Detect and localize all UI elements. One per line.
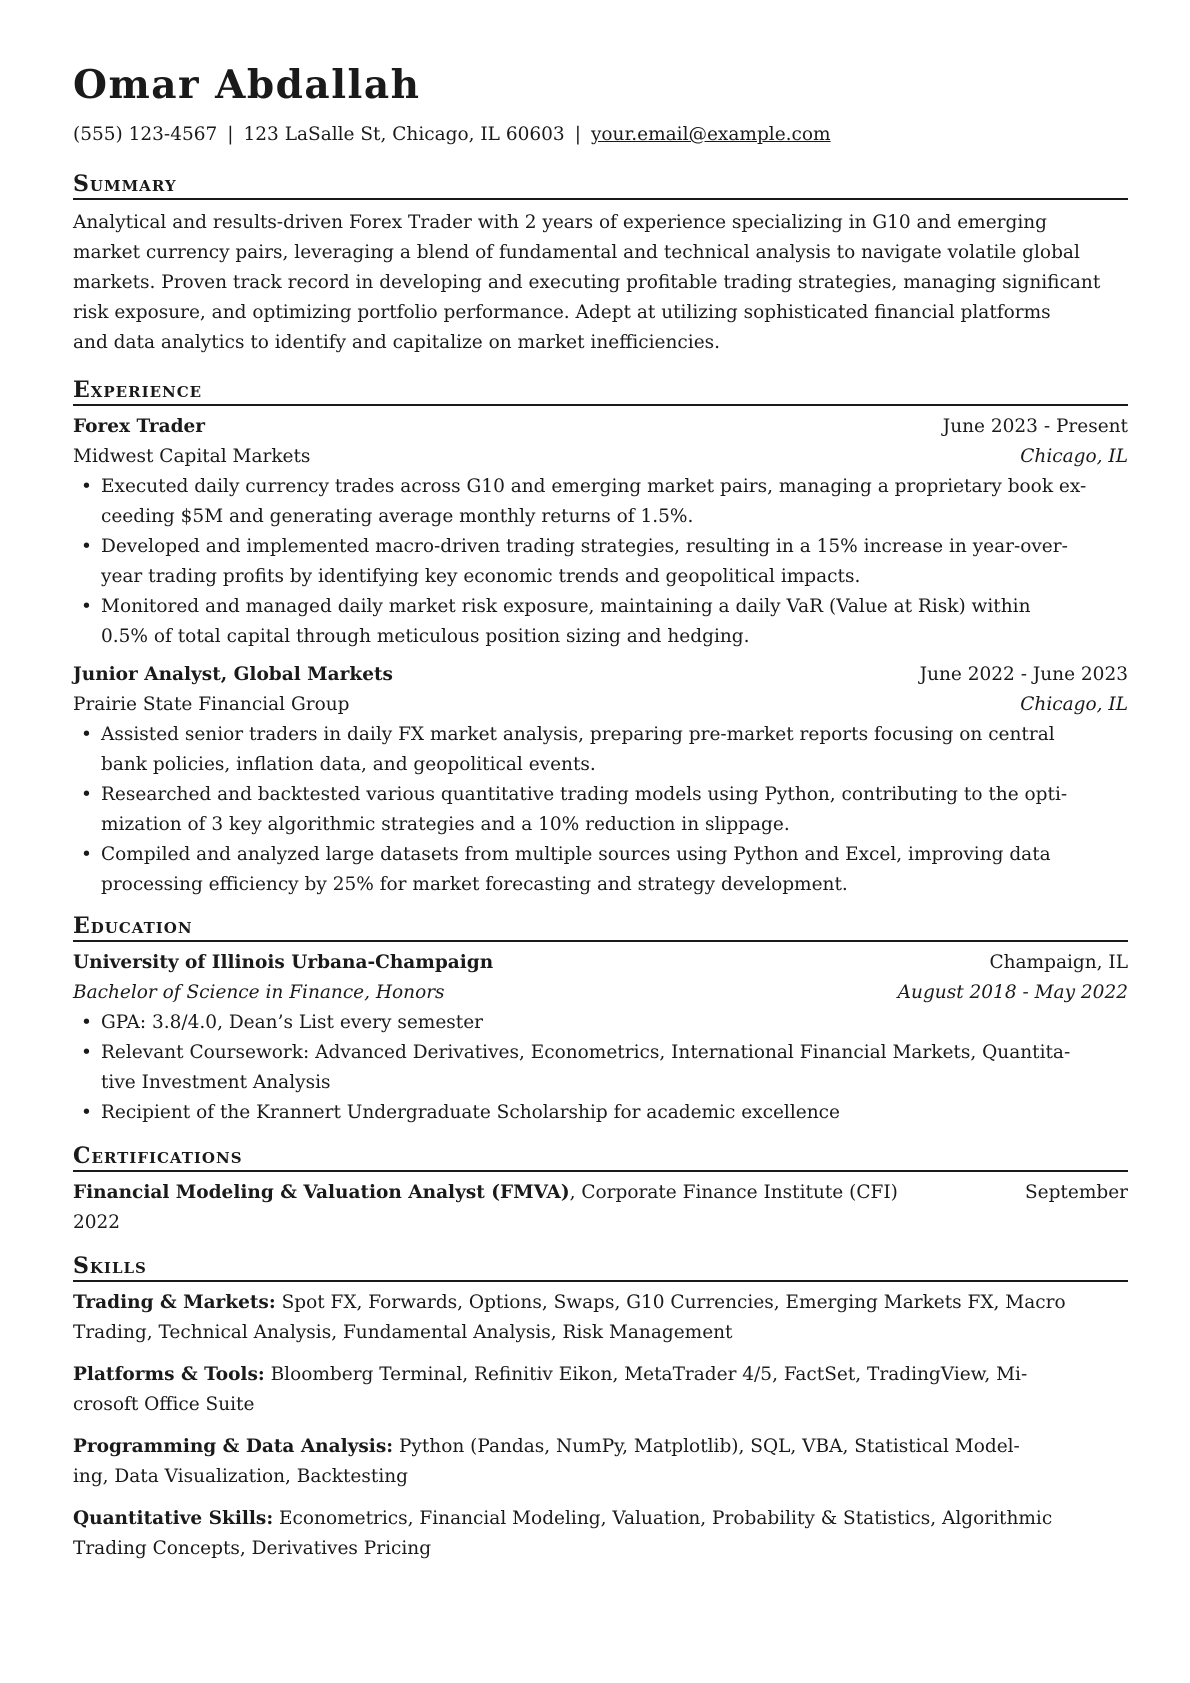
separator: | [227, 124, 234, 145]
job-location: Chicago, IL [1020, 694, 1128, 715]
education-header [73, 948, 1128, 978]
job-header [73, 412, 1128, 442]
job-title: Forex Trader [73, 416, 206, 437]
job-entry [73, 660, 1128, 900]
summary-line: markets. Proven track record in developing and executing profitable trading strategies, managing significant [73, 272, 1101, 293]
certification-line [73, 1178, 1128, 1208]
email-link[interactable]: your.email@example.com [590, 124, 831, 145]
bullet-item [73, 840, 1128, 900]
skill-values: Econometrics, Financial Modeling, Valuation, Probability & Statistics, Algorithmic [273, 1508, 1053, 1529]
section-heading-summary: Summary [73, 170, 1128, 200]
section-heading-skills: Skills [73, 1252, 1128, 1282]
job-subheader [73, 442, 1128, 472]
certification-entry [73, 1178, 1128, 1238]
section-heading-certifications: Certifications [73, 1142, 1128, 1172]
bullet-icon: • [81, 1102, 92, 1123]
skill-values: Spot FX, Forwards, Options, Swaps, G10 Currencies, Emerging Markets FX, Macro [275, 1292, 1066, 1313]
education-dates: August 2018 - May 2022 [897, 982, 1128, 1003]
bullet-icon: • [81, 784, 92, 805]
bullet-line: ceeding $5M and generating average monthly returns of 1.5%. [101, 506, 694, 527]
bullet-item [73, 532, 1128, 592]
skill-values: Python (Pandas, NumPy, Matplotlib), SQL, VBA, Statistical Model- [393, 1436, 1020, 1457]
summary-line: risk exposure, and optimizing portfolio performance. Adept at utilizing sophisticated financial platforms [73, 302, 1051, 323]
skill-group [73, 1360, 1128, 1420]
skill-values: Trading, Technical Analysis, Fundamental Analysis, Risk Management [73, 1322, 733, 1343]
bullet-icon: • [81, 1042, 92, 1063]
bullet-line: 0.5% of total capital through meticulous position sizing and hedging. [101, 626, 750, 647]
job-location: Chicago, IL [1020, 446, 1128, 467]
bullet-line: Researched and backtested various quantitative trading models using Python, contributing to the opti- [101, 784, 1068, 805]
candidate-name: Omar Abdallah [73, 62, 421, 108]
cert-date: September [1024, 1182, 1128, 1203]
bullet-line: Relevant Coursework: Advanced Derivatives, Econometrics, International Financial Markets, Quantita- [101, 1042, 1071, 1063]
skill-group [73, 1504, 1128, 1564]
bullet-item [73, 1038, 1128, 1098]
bullet-item [73, 720, 1128, 780]
skill-group [73, 1432, 1128, 1492]
skill-values: Trading Concepts, Derivatives Pricing [73, 1538, 432, 1559]
bullet-line: Recipient of the Krannert Undergraduate Scholarship for academic excellence [101, 1102, 840, 1123]
job-dates: June 2023 - Present [942, 416, 1128, 437]
education-entry [73, 948, 1128, 1128]
section-heading-education: Education [73, 912, 1128, 942]
bullet-icon: • [81, 1012, 92, 1033]
bullet-line: mization of 3 key algorithmic strategies and a 10% reduction in slippage. [101, 814, 790, 835]
bullet-line: bank policies, inflation data, and geopolitical events. [101, 754, 596, 775]
company-name: Midwest Capital Markets [73, 446, 311, 467]
bullet-icon: • [81, 596, 92, 617]
section-heading-experience: Experience [73, 376, 1128, 406]
school-name: University of Illinois Urbana-Champaign [73, 952, 494, 973]
job-header [73, 660, 1128, 690]
resume-page [73, 62, 1128, 1576]
skill-values: crosoft Office Suite [73, 1394, 255, 1415]
summary-line: and data analytics to identify and capitalize on market inefficiencies. [73, 332, 721, 353]
school-location: Champaign, IL [989, 952, 1128, 973]
address: 123 LaSalle St, Chicago, IL 60603 [243, 124, 565, 145]
skill-group [73, 1288, 1128, 1348]
skills-list [73, 1288, 1128, 1564]
bullet-line: Compiled and analyzed large datasets from multiple sources using Python and Excel, improving data [101, 844, 1051, 865]
separator: | [574, 124, 581, 145]
bullet-line: processing efficiency by 25% for market forecasting and strategy development. [101, 874, 848, 895]
summary-line: market currency pairs, leveraging a blend of fundamental and technical analysis to navigate volatile global [73, 242, 1080, 263]
job-dates: June 2022 - June 2023 [919, 664, 1128, 685]
job-bullets [73, 720, 1128, 900]
bullet-line: GPA: 3.8/4.0, Dean’s List every semester [101, 1012, 484, 1033]
education-bullets [73, 1008, 1128, 1128]
phone: (555) 123-4567 [73, 124, 218, 145]
skill-values: ing, Data Visualization, Backtesting [73, 1466, 408, 1487]
bullet-item [73, 780, 1128, 840]
cert-issuer: , Corporate Finance Institute (CFI) [569, 1182, 898, 1203]
skill-label: Trading & Markets: [73, 1292, 276, 1313]
degree: Bachelor of Science in Finance, Honors [73, 982, 445, 1003]
bullet-icon: • [81, 536, 92, 557]
bullet-item [73, 592, 1128, 652]
bullet-line: Executed daily currency trades across G10 and emerging market pairs, managing a proprietary book ex- [101, 476, 1087, 497]
bullet-line: Developed and implemented macro-driven trading strategies, resulting in a 15% increase in year-over- [101, 536, 1068, 557]
skill-label: Programming & Data Analysis: [73, 1436, 394, 1457]
summary-line: Analytical and results-driven Forex Trader with 2 years of experience specializing in G10 and emerging [73, 212, 1048, 233]
skill-label: Platforms & Tools: [73, 1364, 265, 1385]
skill-label: Quantitative Skills: [73, 1508, 274, 1529]
bullet-icon: • [81, 724, 92, 745]
summary-text [73, 208, 1128, 358]
company-name: Prairie State Financial Group [73, 694, 350, 715]
job-subheader [73, 690, 1128, 720]
bullet-icon: • [81, 844, 92, 865]
bullet-item [73, 1008, 1128, 1038]
cert-date-continued: 2022 [73, 1212, 121, 1233]
bullet-line: Monitored and managed daily market risk exposure, maintaining a daily VaR (Value at Risk) within [101, 596, 1031, 617]
bullet-line: Assisted senior traders in daily FX market analysis, preparing pre-market reports focusing on central [101, 724, 1055, 745]
bullet-icon: • [81, 476, 92, 497]
bullet-item [73, 472, 1128, 532]
job-title: Junior Analyst, Global Markets [73, 664, 393, 685]
bullet-line: year trading profits by identifying key economic trends and geopolitical impacts. [101, 566, 861, 587]
cert-name: Financial Modeling & Valuation Analyst (FMVA) [73, 1182, 570, 1203]
skill-values: Bloomberg Terminal, Refinitiv Eikon, MetaTrader 4/5, FactSet, TradingView, Mi- [264, 1364, 1028, 1385]
job-entry [73, 412, 1128, 652]
job-bullets [73, 472, 1128, 652]
education-subheader [73, 978, 1128, 1008]
contact-line [73, 122, 1128, 148]
bullet-line: tive Investment Analysis [101, 1072, 331, 1093]
bullet-item [73, 1098, 1128, 1128]
